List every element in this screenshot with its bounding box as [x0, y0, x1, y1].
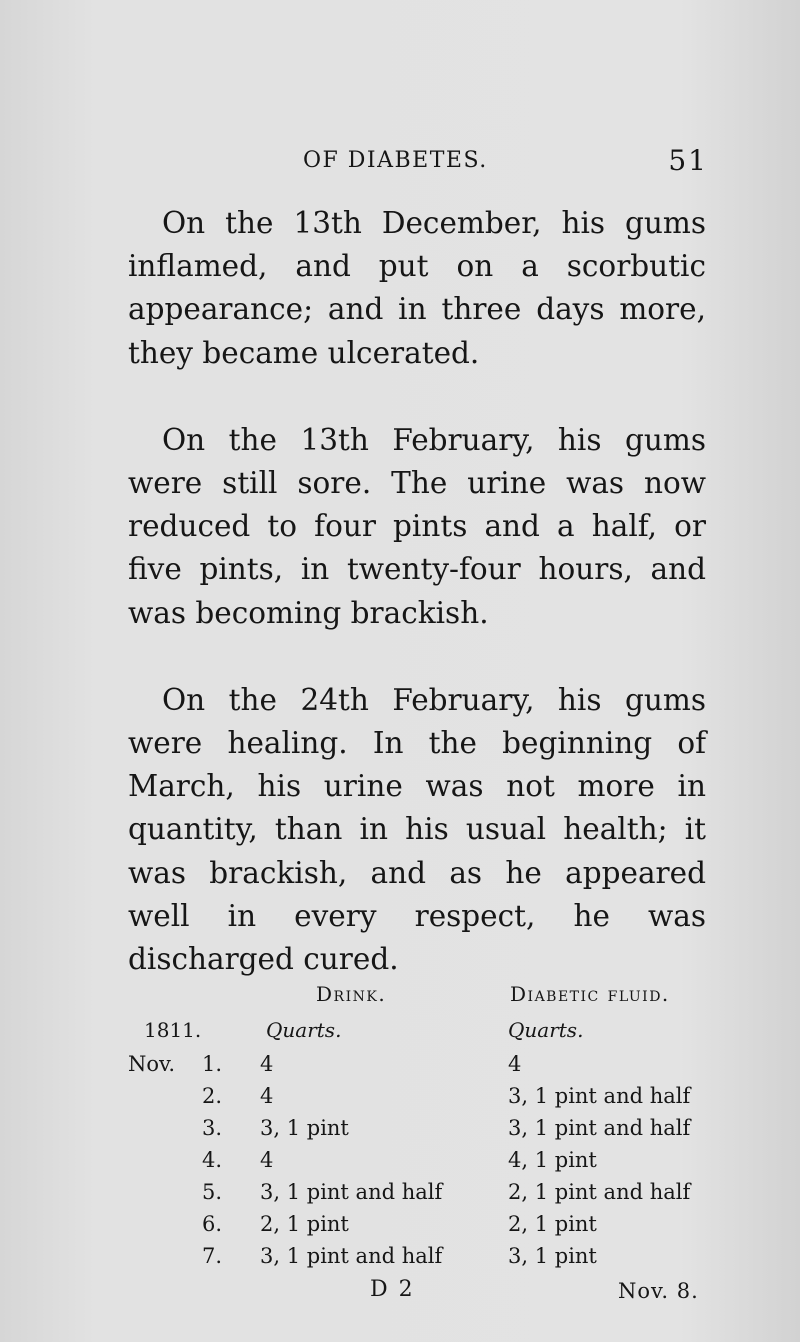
column-header-diabetic-fluid: Diabetic fluid. [510, 982, 670, 1006]
row-fluid: 2, 1 pint [508, 1212, 597, 1236]
paragraph-december: On the 13th December, his gums inflamed, and put on a scorbutic appearance; and in three days more, they became ulcerated. [128, 206, 706, 370]
row-drink: 4 [260, 1084, 274, 1108]
row-fluid: 3, 1 pint [508, 1244, 597, 1268]
unit-label-drink: Quarts. [266, 1018, 342, 1042]
row-fluid: 4, 1 pint [508, 1148, 597, 1172]
row-drink: 3, 1 pint and half [260, 1180, 443, 1204]
row-day: 5. [202, 1180, 223, 1204]
row-drink: 2, 1 pint [260, 1212, 349, 1236]
table-row [128, 1052, 708, 1082]
page-header [128, 144, 708, 184]
table-row [128, 1244, 708, 1274]
paragraph-february-13: On the 13th February, his gums were still sore. The urine was now reduced to four pints and a half, or five pints, in twenty-four hours, and was becoming brackish. [128, 422, 706, 630]
body-text [128, 202, 706, 1025]
row-drink: 4 [260, 1052, 274, 1076]
row-day: 4. [202, 1148, 223, 1172]
intake-output-table [128, 982, 708, 1272]
row-day: 3. [202, 1116, 223, 1140]
table-row [128, 1116, 708, 1146]
page-number: 51 [668, 144, 708, 177]
row-fluid: 4 [508, 1052, 522, 1076]
running-title: OF DIABETES. [303, 148, 488, 173]
catchword: Nov. 8. [618, 1279, 699, 1303]
row-fluid: 3, 1 pint and half [508, 1116, 691, 1140]
row-drink: 4 [260, 1148, 274, 1172]
column-header-drink: Drink. [316, 982, 387, 1006]
row-day: 6. [202, 1212, 223, 1236]
table-row [128, 1180, 708, 1210]
row-fluid: 2, 1 pint and half [508, 1180, 691, 1204]
paragraph-february-24: On the 24th February, his gums were healing. In the beginning of March, his urine was not more in quantity, than in his usual health; it was brackish, and as he appeared well in every respect, he was discharged cured. [128, 682, 706, 977]
row-day: 7. [202, 1244, 223, 1268]
row-drink: 3, 1 pint and half [260, 1244, 443, 1268]
row-month: Nov. [128, 1052, 176, 1076]
table-row [128, 1148, 708, 1178]
unit-label-fluid: Quarts. [508, 1018, 584, 1042]
table-row [128, 1212, 708, 1242]
table-row [128, 1084, 708, 1114]
signature-mark: D 2 [370, 1277, 415, 1302]
year-label: 1811. [144, 1018, 202, 1042]
row-day: 1. [202, 1052, 223, 1076]
row-drink: 3, 1 pint [260, 1116, 349, 1140]
row-day: 2. [202, 1084, 223, 1108]
row-fluid: 3, 1 pint and half [508, 1084, 691, 1108]
